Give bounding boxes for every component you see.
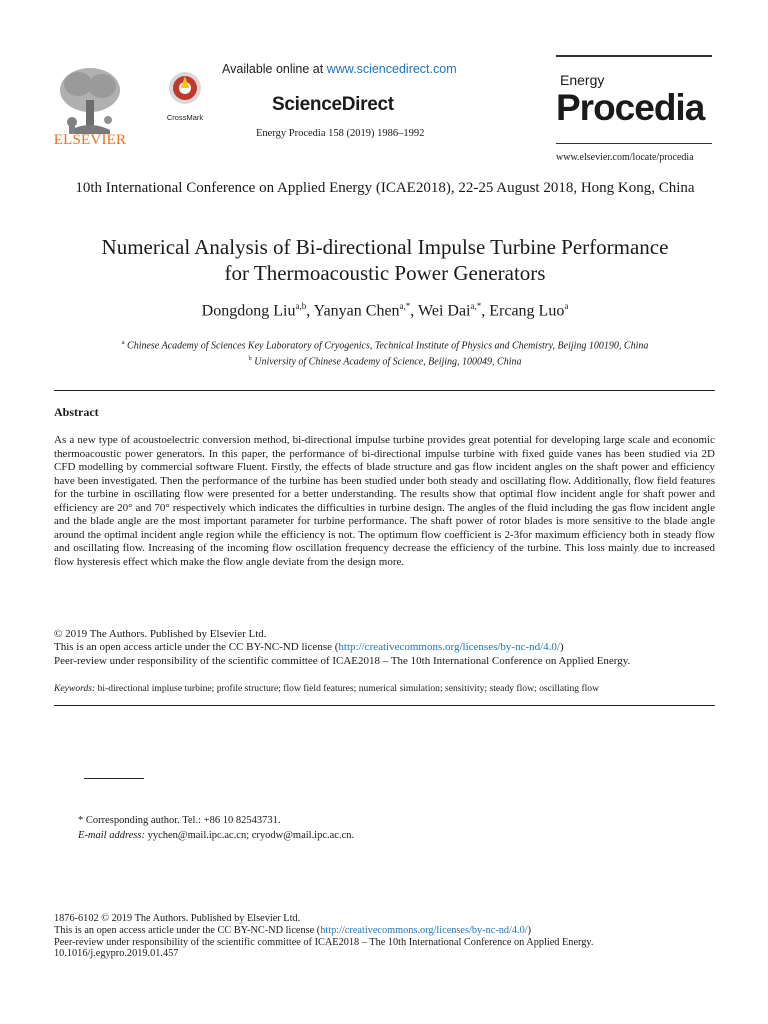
license-suffix: ) [560, 641, 564, 654]
bottom-license-line [54, 925, 734, 937]
affiliation-text: University of Chinese Academy of Science, Beijing, 100049, China [254, 356, 522, 368]
email-line [78, 829, 354, 844]
corresponding-author: * Corresponding author. Tel.: +86 10 82543731. [78, 815, 281, 826]
journal-citation: Energy Procedia 158 (2019) 1986–1992 [256, 128, 425, 139]
crossmark-label: CrossMark [166, 113, 204, 122]
license-line [54, 641, 724, 654]
bottom-publication-info [54, 913, 734, 960]
journal-url[interactable]: www.elsevier.com/locate/procedia [556, 152, 694, 163]
license-link[interactable]: http://creativecommons.org/licenses/by-nc-nd/4.0/ [338, 641, 560, 654]
title-line-1: Numerical Analysis of Bi-directional Impulse Turbine Performance [101, 235, 669, 259]
keywords-line [54, 683, 724, 694]
title-line-2: for Thermoacoustic Power Generators [224, 261, 546, 285]
sciencedirect-link[interactable]: www.sciencedirect.com [326, 62, 457, 76]
paper-title [40, 234, 730, 286]
journal-name-energy: Energy [560, 72, 605, 88]
abstract-body: As a new type of acoustoelectric conversion method, bi-directional impulse turbine provides great potential for developing large scale and economic thermoacoustic power generators. In this paper, the performance of bi-directional impulse turbine with fixed guide vanes has been studied via 2D CFD modelling by commercial software Fluent. Firstly, the effects of blade structure and gas flow incident angles on the shaft power and efficiency have been investigated. Then the performance of the turbine has been studied under both steady and oscillating flow. Additionally, flow field features for the turbine in oscillating flow were presented for a better understanding. The results show that optimal flow incident angle for shaft power and efficiency are 20° and 70° respectively which indicates the difficulties in turbine design. The angles of the fluid including the gas flow incident angle and the blade angle are the most important parameter for turbine performance. The shaft power of rotor blades is more sensitive to the blade angle around the optimal incident angle region while the efficiency is not. The optimum flow coefficient is 2-3for maximum efficiency both in steady flow and oscillating flow. Increasing of the incoming flow oscillation frequency decrease the efficiency of the turbine. This loss mainly due to increased flow hysteresis effect which make the flow angle deviate from the design more. [54, 434, 715, 568]
elsevier-wordmark: ELSEVIER [53, 132, 127, 148]
author-affil-sup: a,* [399, 301, 411, 311]
bottom-license-link[interactable]: http://creativecommons.org/licenses/by-nc-nd/4.0/ [320, 924, 528, 936]
available-prefix: Available online at [222, 62, 327, 76]
keywords-label: Keywords: [54, 683, 96, 694]
footnote-rule [84, 778, 144, 779]
license-prefix: This is an open access article under the CC BY-NC-ND license ( [54, 641, 339, 654]
conference-line: 10th International Conference on Applied Energy (ICAE2018), 22-25 August 2018, Hong Kong, China [75, 180, 695, 196]
issn-line: 1876-6102 © 2019 The Authors. Published by Elsevier Ltd. [54, 913, 301, 924]
copyright-block [54, 628, 724, 668]
author-name: Wei Dai [418, 302, 471, 320]
abstract-rule-bottom [54, 705, 715, 706]
journal-rule-bottom [556, 143, 712, 144]
crossmark-icon [165, 70, 205, 106]
email-addresses: yychen@mail.ipc.ac.cn; cryodw@mail.ipc.ac.cn. [144, 829, 355, 841]
affiliations [40, 336, 730, 369]
author-name: Yanyan Chen [313, 302, 400, 320]
author-affil-sup: a,b [295, 301, 307, 311]
copyright-line: © 2019 The Authors. Published by Elsevier Ltd. [54, 628, 267, 640]
journal-rule-top [556, 55, 712, 57]
journal-name-procedia: Procedia [556, 87, 705, 128]
affiliation-sup: b [248, 355, 252, 363]
bottom-peer-review: Peer-review under responsibility of the scientific committee of ICAE2018 – The 10th International Conference on Applied Energy. [54, 936, 594, 948]
keywords-text: bi-directional impluse turbine; profile structure; flow field features; numerical simulation; sensitivity; steady flow; oscillating flow [95, 683, 600, 694]
peer-review-line: Peer-review under responsibility of the scientific committee of ICAE2018 – The 10th International Conference on Applied Energy. [54, 654, 631, 667]
bottom-license-prefix: This is an open access article under the CC BY-NC-ND license ( [54, 924, 321, 936]
email-label: E-mail address: [78, 829, 145, 841]
author-list: Dongdong Liu$^{a,b}$, Yanyan Chen$^{a,*}$, Wei Dai$^{a,*}$, Ercang Luo$^a$ [201, 301, 569, 320]
affiliation-text: Chinese Academy of Sciences Key Laboratory of Cryogenics, Technical Institute of Physics and Chemistry, Beijing 100190, China [127, 340, 649, 352]
affiliation-sup: a [121, 339, 125, 346]
affiliation-b [40, 352, 730, 368]
availability-line [222, 62, 457, 76]
bottom-license-suffix: ) [527, 924, 532, 936]
doi-line[interactable]: 10.1016/j.egypro.2019.01.457 [54, 948, 179, 960]
abstract-rule-top [54, 390, 715, 391]
affiliation-a [40, 336, 730, 352]
abstract-heading: Abstract [54, 405, 99, 419]
footnote [78, 814, 354, 843]
author-affil-sup: a [564, 301, 569, 311]
sciencedirect-logo-text: ScienceDirect [272, 94, 394, 115]
author-name: Dongdong Liu [201, 302, 296, 320]
author-affil-sup: a,* [470, 301, 482, 311]
author-name: Ercang Luo [489, 302, 565, 320]
crossmark-badge[interactable] [165, 70, 205, 122]
